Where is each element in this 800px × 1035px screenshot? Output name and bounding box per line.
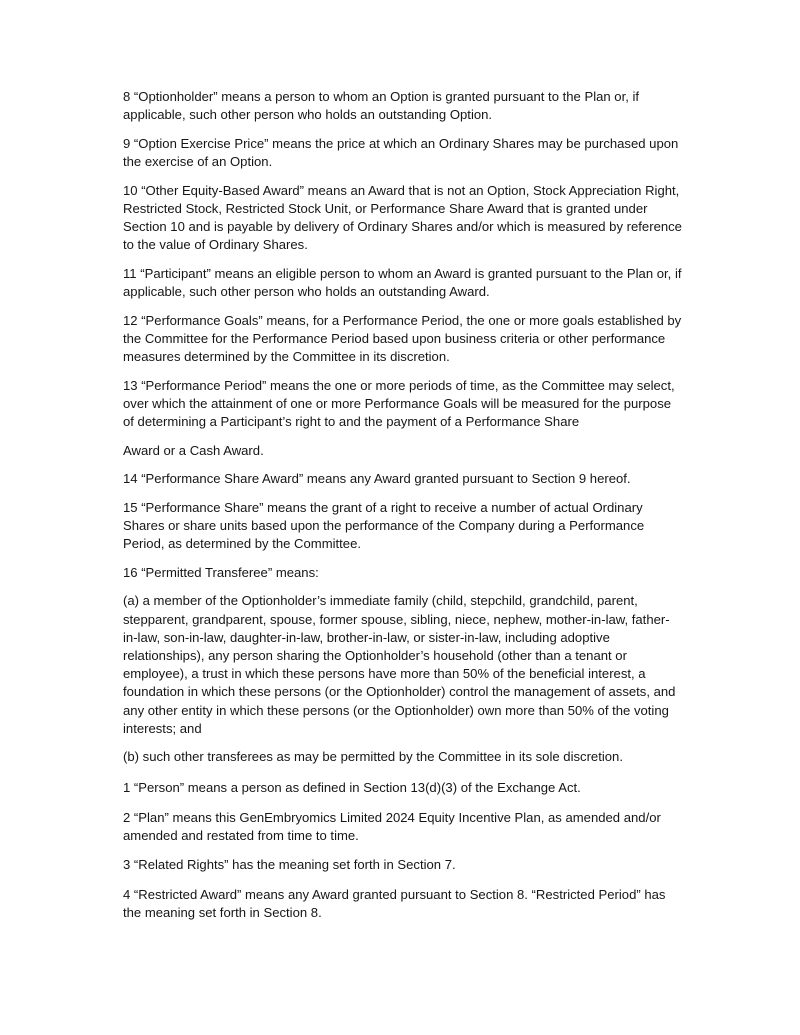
document-body	[123, 88, 683, 933]
definition-person: 1 “Person” means a person as defined in Section 13(d)(3) of the Exchange Act.	[123, 779, 581, 795]
permitted-transferee-clause-b: (b) such other transferees as may be permitted by the Committee in its sole discretion.	[123, 749, 623, 765]
definition-permitted-transferee: 16 “Permitted Transferee” means:	[123, 564, 319, 580]
permitted-transferee-clause-a: (a) a member of the Optionholder’s immediate family (child, stepchild, grandchild, parent, stepparent, grandparent, spouse, former spouse, sibling, niece, nephew, mother-in-law, father-in-law, son-in-law, daughter-in-law, brother-in-law, or sister-in-law, including adoptive relationships), any person sharing the Optionholder’s household (other than a tenant or employee), a trust in which these persons have more than 50% of the beneficial interest, a foundation in which these persons (or the Optionholder) control the management of assets, and any other entity in which these persons (or the Optionholder) own more than 50% of the voting interests; and	[123, 593, 676, 736]
definition-performance-period: 13 “Performance Period” means the one or more periods of time, as the Committee may select, over which the attainment of one or more Performance Goals will be measured for the purpose of determining a Participant’s right to and the payment of a Performance Share	[123, 377, 675, 429]
definition-performance-period-continuation: Award or a Cash Award.	[123, 442, 264, 458]
definition-participant: 11 “Participant” means an eligible person to whom an Award is granted pursuant to the Plan or, if applicable, such other person who holds an outstanding Award.	[123, 265, 682, 299]
definition-performance-goals: 12 “Performance Goals” means, for a Performance Period, the one or more goals established by the Committee for the Performance Period based upon business criteria or other performance measures determined by the Committee in its discretion.	[123, 312, 682, 364]
definition-performance-share-award: 14 “Performance Share Award” means any Award granted pursuant to Section 9 hereof.	[123, 471, 631, 487]
definition-plan: 2 “Plan” means this GenEmbryomics Limited 2024 Equity Incentive Plan, as amended and/or amended and restated from time to time.	[123, 809, 661, 843]
definition-optionholder: 8 “Optionholder” means a person to whom an Option is granted pursuant to the Plan or, if applicable, such other person who holds an outstanding Option.	[123, 89, 640, 123]
definition-restricted-award: 4 “Restricted Award” means any Award granted pursuant to Section 8. “Restricted Period” has the meaning set forth in Section 8.	[123, 886, 666, 920]
definition-performance-share: 15 “Performance Share” means the grant of a right to receive a number of actual Ordinary Shares or share units based upon the performance of the Company during a Performance Period, as determined by the Committee.	[123, 499, 645, 552]
definition-related-rights: 3 “Related Rights” has the meaning set forth in Section 7.	[123, 856, 456, 872]
definition-other-equity-based-award: 10 “Other Equity-Based Award” means an Award that is not an Option, Stock Appreciation Right, Restricted Stock, Restricted Stock Unit, or Performance Share Award that is granted under Section 10 and is payable by delivery of Ordinary Shares and/or which is measured by reference to the value of Ordinary Shares.	[123, 182, 682, 253]
definition-option-exercise-price: 9 “Option Exercise Price” means the price at which an Ordinary Shares may be purchased upon the exercise of an Option.	[123, 135, 679, 169]
